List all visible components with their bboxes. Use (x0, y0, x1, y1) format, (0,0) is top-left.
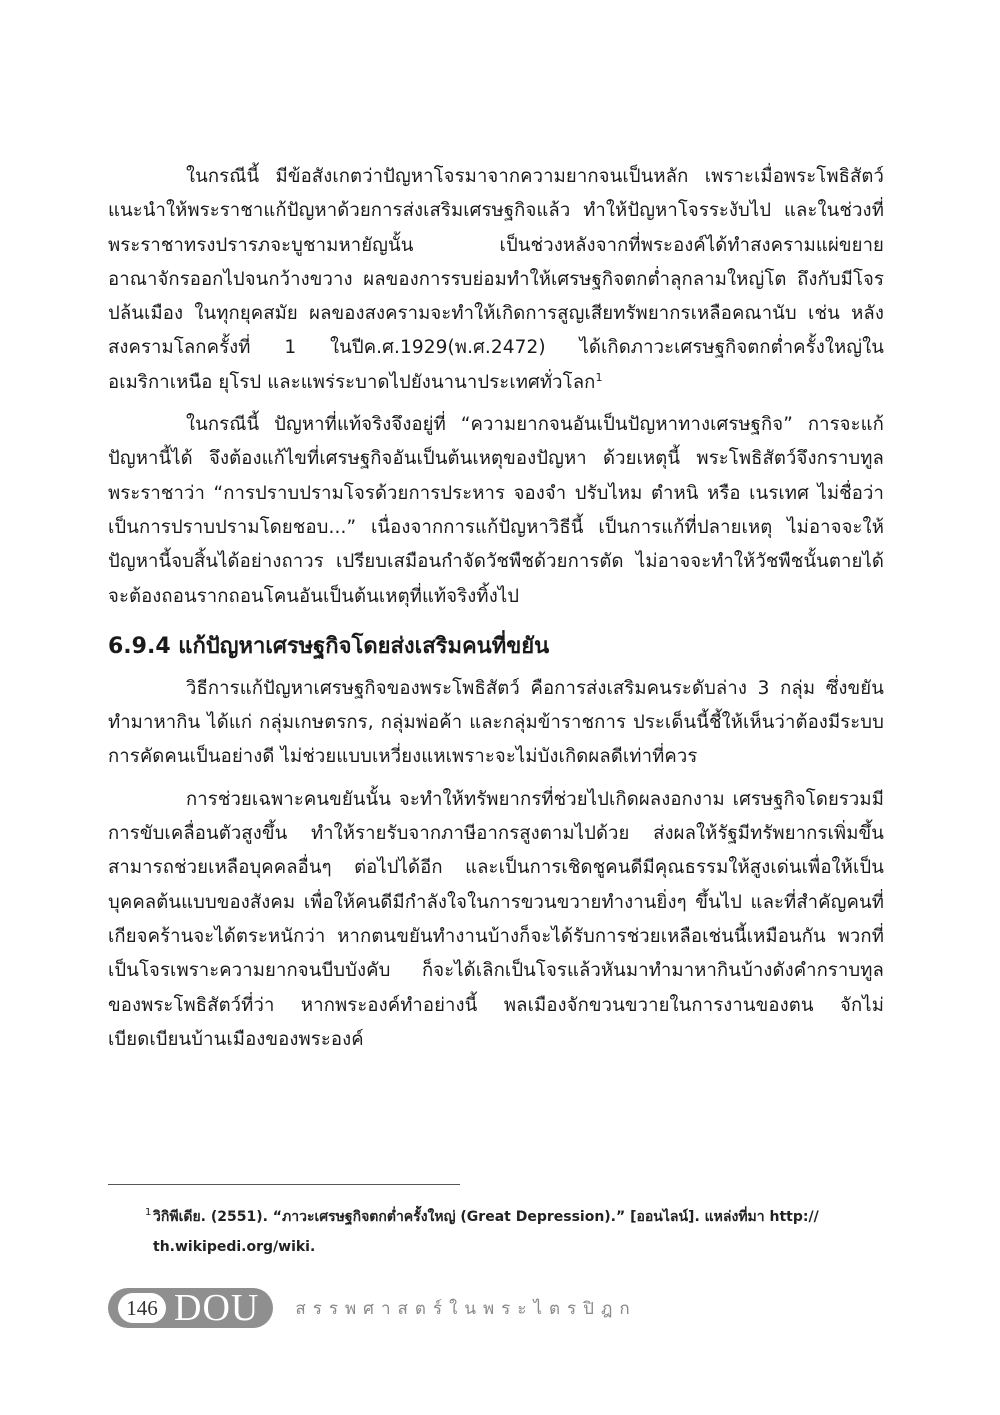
footnote-ref[interactable]: 1 (595, 370, 603, 384)
footnote-line-2: th.wikipedi.org/wiki. (153, 1239, 316, 1255)
footnote-divider (108, 1184, 460, 1185)
paragraph-1-text: ในกรณีนี้ มีข้อสังเกตว่าปัญหาโจรมาจากความยากจนเป็นหลัก เพราะเมื่อพระโพธิสัตว์แนะนำให้พระราชาแก้ปัญหาด้วยการส่งเสริมเศรษฐกิจแล้ว ทำให้ปัญหาโจรระงับไป และในช่วงที่พระราชาทรงปรารภจะบูชามหายัญนั้น เป็นช่วงหลังจากที่พระองค์ได้ทำสงครามแผ่ขยายอาณาจักรออกไปจนกว้างขวาง ผลของการรบย่อมทำให้เศรษฐกิจตกต่ำลุกลามใหญ่โต ถึงกับมีโจรปล้นเมือง ในทุกยุคสมัย ผลของสงครามจะทำให้เกิดการสูญเสียทรัพยากรเหลือคณานับ เช่น หลังสงครามโลกครั้งที่ 1 ในปีค.ศ.1929(พ.ศ.2472) ได้เกิดภาวะเศรษฐกิจตกต่ำครั้งใหญ่ในอเมริกาเหนือ ยุโรป และแพร่ระบาดไปยังนานาประเทศทั่วโลก (108, 166, 884, 393)
paragraph-2: ในกรณีนี้ ปัญหาที่แท้จริงจึงอยู่ที่ “ความยากจนอันเป็นปัญหาทางเศรษฐกิจ” การจะแก้ปัญหานี้ได้ จึงต้องแก้ไขที่เศรษฐกิจอันเป็นต้นเหตุของปัญหา ด้วยเหตุนี้ พระโพธิสัตว์จึงกราบทูลพระราชาว่า “การปราบปรามโจรด้วยการประหาร จองจำ ปรับไหม ตำหนิ หรือ เนรเทศ ไม่ชื่อว่าเป็นการปราบปรามโดยชอบ...” เนื่องจากการแก้ปัญหาวิธีนี้ เป็นการแก้ที่ปลายเหตุ ไม่อาจจะให้ปัญหานี้จบสิ้นได้อย่างถาวร เปรียบเสมือนกำจัดวัชพืชด้วยการตัด ไม่อาจจะทำให้วัชพืชนั้นตายได้ จะต้องถอนรากถอนโคนอันเป็นต้นเหตุที่แท้จริงทิ้งไป (108, 414, 884, 607)
page-body (108, 160, 884, 1065)
page-number: 146 (118, 1293, 166, 1323)
footnote-line-1: วิกิพีเดีย. (2551). “ภาวะเศรษฐกิจตกต่ำครั้งใหญ่ (Great Depression).” [ออนไลน์]. แหล่งที่มา http:// (153, 1209, 819, 1225)
footnote (145, 1202, 885, 1262)
paragraph-1 (108, 160, 884, 400)
section-heading: 6.9.4 แก้ปัญหาเศรษฐกิจโดยส่งเสริมคนที่ขยัน (108, 633, 550, 659)
paragraph-4: การช่วยเฉพาะคนขยันนั้น จะทำให้ทรัพยากรที่ช่วยไปเกิดผลงอกงาม เศรษฐกิจโดยรวมมีการขับเคลื่อนตัวสูงขึ้น ทำให้รายรับจากภาษีอากรสูงตามไปด้วย ส่งผลให้รัฐมีทรัพยากรเพิ่มขึ้น สามารถช่วยเหลือบุคคลอื่นๆ ต่อไปได้อีก และเป็นการเชิดชูคนดีมีคุณธรรมให้สูงเด่นเพื่อให้เป็นบุคคลต้นแบบของสังคม เพื่อให้คนดีมีกำลังใจในการขวนขวายทำงานยิ่งๆ ขึ้นไป และที่สำคัญคนที่เกียจคร้านจะได้ตระหนักว่า หากตนขยันทำงานบ้างก็จะได้รับการช่วยเหลือเช่นนี้เหมือนกัน พวกที่เป็นโจรเพราะความยากจนบีบบังคับ ก็จะได้เลิกเป็นโจรแล้วหันมาทำมาหากินบ้างดังคำกราบทูลของพระโพธิสัตว์ที่ว่า หากพระองค์ทำอย่างนี้ พลเมืองจักขวนขวายในการงานของตน จักไม่เบียดเบียนบ้านเมืองของพระองค์ (108, 788, 884, 1050)
footer-badge (108, 1288, 273, 1328)
book-title: สรรพศาสตร์ในพระไตรปิฎก (295, 1298, 637, 1319)
dou-logo: DOU (174, 1287, 260, 1329)
paragraph-3: วิธีการแก้ปัญหาเศรษฐกิจของพระโพธิสัตว์ คือการส่งเสริมคนระดับล่าง 3 กลุ่ม ซึ่งขยันทำมาหากิน ได้แก่ กลุ่มเกษตรกร, กลุ่มพ่อค้า และกลุ่มข้าราชการ ประเด็นนี้ชี้ให้เห็นว่าต้องมีระบบการคัดคนเป็นอย่างดี ไม่ช่วยแบบเหวี่ยงแหเพราะจะไม่บังเกิดผลดีเท่าที่ควร (108, 677, 884, 768)
footnote-mark: 1 (145, 1207, 152, 1218)
page-footer (108, 1288, 637, 1328)
